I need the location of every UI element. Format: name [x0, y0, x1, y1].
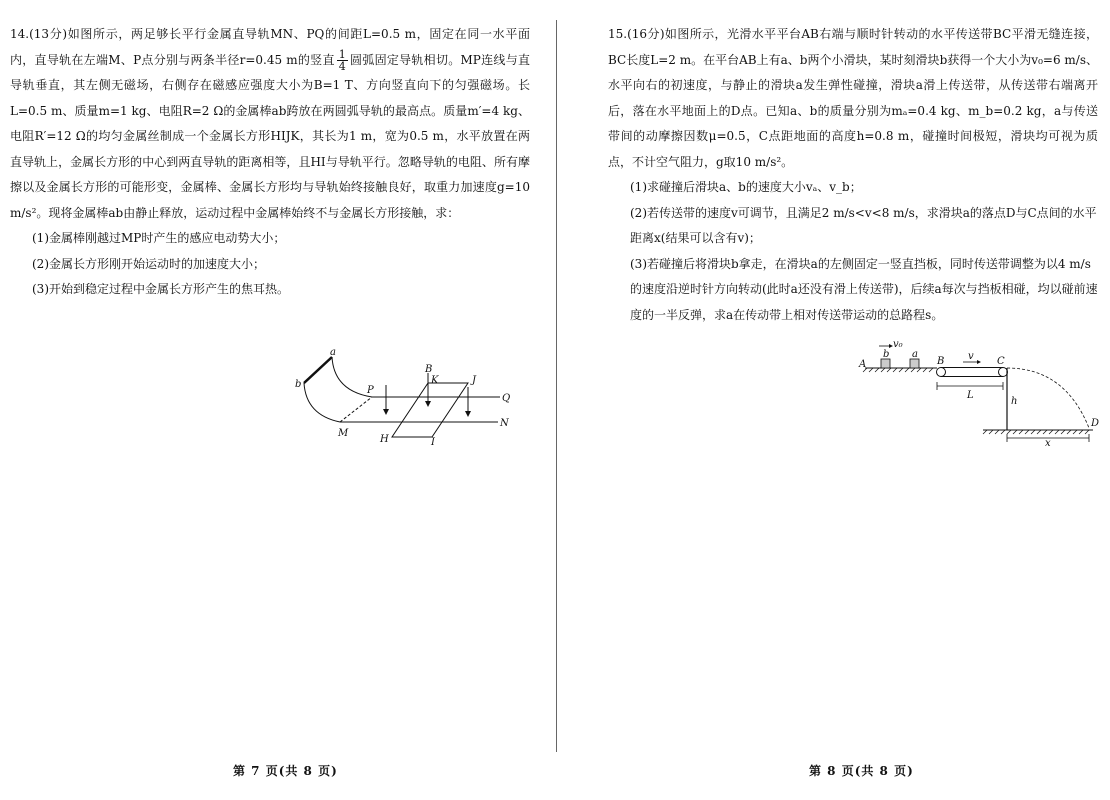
label-H: H — [380, 434, 389, 445]
label-v0: v₀ — [893, 339, 903, 350]
q14-sub-3: (3)开始到稳定过程中金属长方形产生的焦耳热。 — [32, 282, 289, 296]
label-a: a — [330, 347, 336, 358]
label-N: N — [500, 418, 509, 429]
label-h: h — [1011, 396, 1018, 407]
q15-text: 如图所示，光滑水平平台AB右端与顺时针转动的水平传送带BC平滑无缝连接，BC长度L=2 m。在平台AB上有a、b两个小滑块，某时刻滑块b获得一个大小为v₀=6 m/s、水平向右的初速度，与静止的滑块a发生弹性碰撞，滑块a滑上传送带，从传送带右端离开后，落在水平地面上的D点。已知a、b的质量分别为mₐ=0.4 kg、m_b=0.2 kg，a与传送带间的动摩擦因数μ=0.5，C点距地面的高度h=0.8 m，碰撞时间极短，滑块均可视为质点，不计空气阻力，g取10 m/s²。 — [608, 27, 1098, 169]
q15-figure — [855, 338, 1100, 448]
q14-sub-2: (2)金属长方形刚开始运动时的加速度大小； — [32, 256, 265, 271]
q15-header: 15.(16分) — [608, 27, 665, 41]
label-x: x — [1045, 438, 1051, 448]
label-P: P — [367, 385, 374, 396]
label-A: A — [859, 359, 867, 370]
label-b: b — [883, 349, 890, 360]
label-B: B — [425, 364, 433, 375]
label-M: M — [338, 428, 349, 439]
q14-body — [10, 22, 530, 226]
label-b: b — [295, 379, 302, 390]
question-15 — [608, 22, 1098, 328]
quarter-fraction — [337, 49, 348, 72]
question-14 — [10, 22, 530, 303]
page-number-7: 第 7 页(共 8 页) — [233, 764, 338, 778]
label-a: a — [912, 349, 918, 360]
label-D: D — [1091, 418, 1100, 429]
label-L: L — [967, 390, 974, 401]
q14-text-1: 如图所示，两足够长平行金属直导轨MN、PQ的间距L=0.5 m，固定在同一水平面内，直导轨在左端M、P点分别与两条半径r=0.45 m的竖直 — [10, 27, 530, 67]
q14-sub-1: (1)金属棒刚越过MP时产生的感应电动势大小； — [32, 231, 286, 245]
fraction-numerator: 1 — [338, 47, 346, 61]
label-B: B — [937, 356, 945, 367]
fraction-denominator: 4 — [338, 59, 346, 73]
label-v: v — [968, 351, 974, 362]
label-C: C — [997, 356, 1005, 367]
q14-header: 14.(13分) — [10, 27, 68, 41]
label-J: J — [472, 375, 477, 386]
q15-body — [608, 22, 1098, 175]
label-K: K — [431, 375, 439, 386]
q14-figure — [290, 345, 530, 455]
label-I: I — [431, 437, 435, 448]
q15-sub-3: (3)若碰撞后将滑块b拿走，在滑块a的左侧固定一竖直挡板，同时传送带调整为以4 m/s的速度沿逆时针方向转动(此时a还没有滑上传送带)，后续a每次与挡板相碰，均以碰前速度的一半反弹，求a在传动带上相对传送带运动的总路程s。 — [630, 256, 1098, 322]
q15-sub-2: (2)若传送带的速度v可调节，且满足2 m/s<v<8 m/s，求滑块a的落点D与C点间的水平距离x(结果可以含有v)； — [630, 205, 1097, 245]
q15-sub-1: (1)求碰撞后滑块a、b的速度大小vₐ、v_b； — [630, 180, 862, 194]
page-divider — [556, 20, 557, 752]
page-number-8: 第 8 页(共 8 页) — [809, 764, 914, 778]
label-Q: Q — [502, 393, 511, 404]
q14-text-2: 圆弧固定导轨相切。MP连线与直导轨垂直，其左侧无磁场，右侧存在磁感应强度大小为B=1 T、方向竖直向下的匀强磁场。长L=0.5 m、质量m=1 kg、电阻R=2 Ω的金属棒ab跨放在两圆弧导轨的最高点。质量m′=4 kg、电阻R′=12 Ω的均匀金属丝制成一个金属长方形HIJK，其长为1 m，宽为0.5 m，水平放置在两直导轨上，金属长方形的中心到两直导轨的距离相等，且HI与导轨平行。忽略导轨的电阻、所有摩擦以及金属长方形的可能形变，金属棒、金属长方形均与导轨始终接触良好，取重力加速度g=10 m/s²。现将金属棒ab由静止释放，运动过程中金属棒始终不与金属长方形接触，求： — [10, 52, 530, 220]
